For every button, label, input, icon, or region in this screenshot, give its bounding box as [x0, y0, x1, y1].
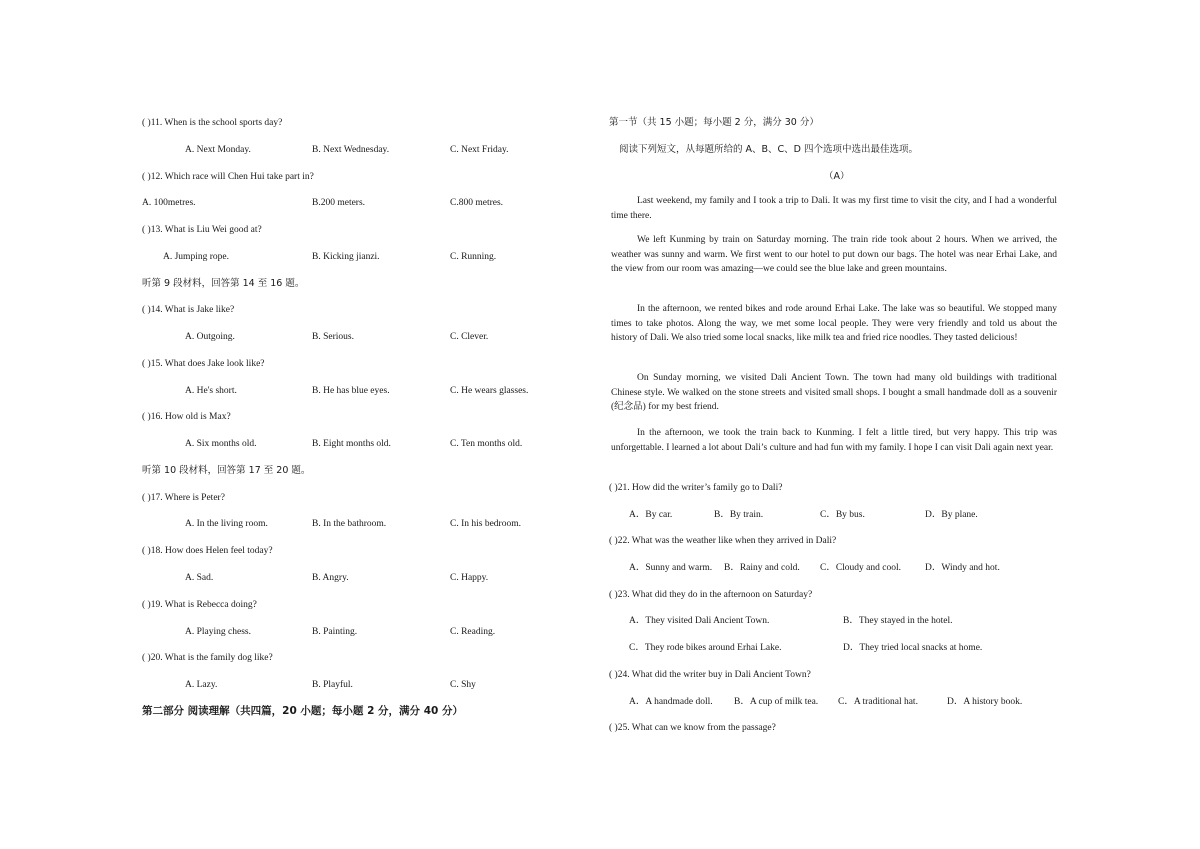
option-19-a: A. Playing chess.: [185, 627, 251, 637]
question-17-stem: ( )17. Where is Peter?: [142, 493, 225, 503]
option-20-b: B. Playful.: [312, 680, 353, 690]
section-9-heading: 听第 9 段材料，回答第 14 至 16 题。: [142, 278, 305, 289]
option-18-b: B. Angry.: [312, 573, 349, 583]
option-23-a: A．They visited Dali Ancient Town.: [629, 616, 770, 626]
part-2-heading: 第二部分 阅读理解（共四篇，20 小题；每小题 2 分，满分 40 分）: [142, 705, 463, 717]
option-18-a: A. Sad.: [185, 573, 214, 583]
question-15-stem: ( )15. What does Jake look like?: [142, 359, 265, 369]
question-13-stem: ( )13. What is Liu Wei good at?: [142, 225, 262, 235]
option-21-a: A．By car.: [629, 510, 673, 520]
question-21-stem: ( )21. How did the writer’s family go to Dali?: [609, 483, 783, 493]
option-24-a: A．A handmade doll.: [629, 697, 713, 707]
option-16-b: B. Eight months old.: [312, 439, 391, 449]
passage-paragraph-3-text: In the afternoon, we rented bikes and rode around Erhai Lake. The lake was so beautiful. We stopped many times to take photos. Along the way, we met some local people. They were very friendly and told us about the history of Dali. We also tried some local snacks, like milk tea and fried rice noodles. They tasted delicious!: [611, 304, 1057, 344]
option-19-c: C. Reading.: [450, 627, 496, 637]
passage-paragraph-4: [611, 371, 1057, 415]
option-24-b: B．A cup of milk tea.: [734, 697, 819, 707]
passage-paragraph-5-text: In the afternoon, we took the train back to Kunming. I felt a little tired, but very happy. This trip was unforgettable. I learned a lot about Dali’s culture and had fun with my family. I hope I can visit Dali again next year.: [611, 428, 1057, 453]
passage-paragraph-1-text: Last weekend, my family and I took a trip to Dali. It was my first time to visit the city, and I had a wonderful time there.: [611, 196, 1057, 221]
question-14-stem: ( )14. What is Jake like?: [142, 305, 235, 315]
option-15-c: C. He wears glasses.: [450, 386, 529, 396]
option-18-c: C. Happy.: [450, 573, 489, 583]
option-22-c: C．Cloudy and cool.: [820, 563, 902, 573]
question-12-stem: ( )12. Which race will Chen Hui take part in?: [142, 172, 314, 182]
passage-paragraph-4-text: On Sunday morning, we visited Dali Ancient Town. The town had many old buildings with traditional Chinese style. We walked on the stone streets and visited small shops. I bought a small handmade doll as a souvenir (纪念品) for my best friend.: [611, 373, 1057, 413]
option-20-c: C. Shy: [450, 680, 476, 690]
option-22-b: B．Rainy and cold.: [724, 563, 800, 573]
option-22-a: A．Sunny and warm.: [629, 563, 713, 573]
option-15-a: A. He's short.: [185, 386, 237, 396]
option-14-b: B. Serious.: [312, 332, 354, 342]
question-24-stem: ( )24. What did the writer buy in Dali Ancient Town?: [609, 670, 811, 680]
question-19-stem: ( )19. What is Rebecca doing?: [142, 600, 257, 610]
option-17-b: B. In the bathroom.: [312, 519, 387, 529]
option-12-b: B.200 meters.: [312, 198, 366, 208]
question-23-stem: ( )23. What did they do in the afternoon on Saturday?: [609, 590, 813, 600]
passage-paragraph-1: [611, 194, 1057, 223]
question-11-stem: ( )11. When is the school sports day?: [142, 118, 283, 128]
question-22-stem: ( )22. What was the weather like when they arrived in Dali?: [609, 536, 837, 546]
passage-paragraph-2-text: We left Kunming by train on Saturday morning. The train ride took about 2 hours. When we arrived, the weather was sunny and warm. We first went to our hotel to put down our bags. The hotel was near Erhai Lake, and the view from our room was amazing—we could see the blue lake and green mountains.: [611, 235, 1057, 275]
option-24-c: C．A traditional hat.: [838, 697, 918, 707]
question-18-stem: ( )18. How does Helen feel today?: [142, 546, 273, 556]
question-20-stem: ( )20. What is the family dog like?: [142, 653, 273, 663]
option-17-a: A. In the living room.: [185, 519, 268, 529]
option-24-d: D．A history book.: [947, 697, 1023, 707]
option-23-b: B．They stayed in the hotel.: [843, 616, 953, 626]
option-21-c: C．By bus.: [820, 510, 865, 520]
option-23-c: C．They rode bikes around Erhai Lake.: [629, 643, 782, 653]
option-13-b: B. Kicking jianzi.: [312, 252, 380, 262]
option-20-a: A. Lazy.: [185, 680, 218, 690]
option-21-d: D．By plane.: [925, 510, 978, 520]
passage-paragraph-2: [611, 233, 1057, 277]
option-14-a: A. Outgoing.: [185, 332, 235, 342]
passage-paragraph-3: [611, 302, 1057, 346]
option-14-c: C. Clever.: [450, 332, 489, 342]
option-11-a: A. Next Monday.: [185, 145, 251, 155]
option-11-b: B. Next Wednesday.: [312, 145, 390, 155]
option-16-c: C. Ten months old.: [450, 439, 523, 449]
reading-instruction: 阅读下列短文，从每题所给的 A、B、C、D 四个选项中选出最佳选项。: [619, 144, 919, 155]
option-19-b: B. Painting.: [312, 627, 358, 637]
section-10-heading: 听第 10 段材料，回答第 17 至 20 题。: [142, 465, 311, 476]
option-16-a: A. Six months old.: [185, 439, 257, 449]
option-17-c: C. In his bedroom.: [450, 519, 521, 529]
passage-paragraph-5: [611, 426, 1057, 455]
question-25-stem: ( )25. What can we know from the passage?: [609, 723, 776, 733]
section-1-heading: 第一节（共 15 小题；每小题 2 分，满分 30 分）: [609, 117, 819, 128]
option-22-d: D．Windy and hot.: [925, 563, 1000, 573]
option-12-a: A. 100metres.: [142, 198, 196, 208]
option-13-a: A. Jumping rope.: [163, 252, 229, 262]
option-15-b: B. He has blue eyes.: [312, 386, 390, 396]
option-13-c: C. Running.: [450, 252, 497, 262]
passage-label: （A）: [824, 171, 850, 182]
option-12-c: C.800 metres.: [450, 198, 504, 208]
option-23-d: D．They tried local snacks at home.: [843, 643, 983, 653]
option-11-c: C. Next Friday.: [450, 145, 509, 155]
option-21-b: B．By train.: [714, 510, 764, 520]
question-16-stem: ( )16. How old is Max?: [142, 412, 231, 422]
